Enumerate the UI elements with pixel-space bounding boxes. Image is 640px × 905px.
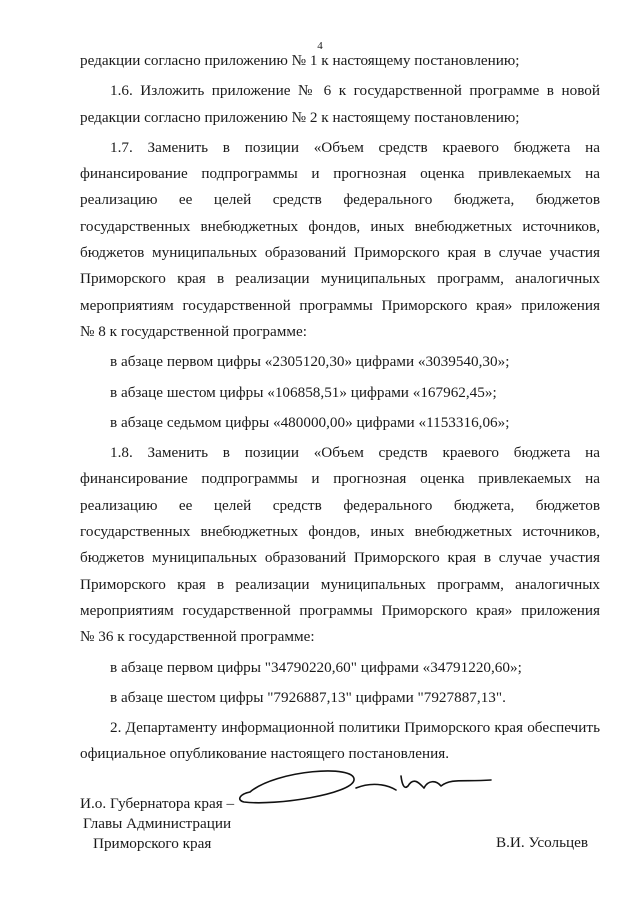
text-line: 2. Департаменту информационной политики Приморского края обеспечить xyxy=(110,719,600,737)
signatory-position-line: Главы Администрации xyxy=(83,815,232,832)
text-line: № 36 к государственной программе: xyxy=(80,628,315,646)
signatory-position-line: Приморского края xyxy=(93,835,212,852)
text-line: государственных внебюджетных фондов, иных внебюджетных источников, xyxy=(80,523,600,541)
text-line: мероприятиям государственной программы Приморского края» приложения xyxy=(80,296,600,314)
text-line: государственных внебюджетных фондов, иных внебюджетных источников, xyxy=(80,217,600,235)
text-line: в абзаце седьмом цифры «480000,00» цифрами «1153316,06»; xyxy=(110,413,510,431)
text-line: бюджетов муниципальных образований Приморского края в случае участия xyxy=(80,549,600,567)
paragraph xyxy=(80,135,600,345)
handwritten-signature xyxy=(236,762,506,812)
text-line: 1.7. Заменить в позиции «Объем средств краевого бюджета на xyxy=(110,138,600,156)
text-line: мероприятиям государственной программы Приморского края» приложения xyxy=(80,601,600,619)
text-line: 1.6. Изложить приложение № 6 к государственной программе в новой xyxy=(110,82,600,100)
paragraph xyxy=(80,685,600,711)
text-line: 1.8. Заменить в позиции «Объем средств краевого бюджета на xyxy=(110,444,600,462)
text-line: в абзаце шестом цифры "7926887,13" цифрами "7927887,13". xyxy=(110,688,506,706)
paragraph xyxy=(80,78,600,131)
text-line: Приморского края в реализации муниципальных программ, аналогичных xyxy=(80,270,600,288)
text-line: редакции согласно приложению № 2 к настоящему постановлению; xyxy=(80,108,520,126)
text-line: финансирование подпрограммы и прогнозная оценка привлекаемых на xyxy=(80,470,600,488)
paragraph xyxy=(80,48,600,74)
paragraph xyxy=(80,380,600,406)
text-line: официальное опубликование настоящего постановления. xyxy=(80,745,449,763)
paragraph xyxy=(80,655,600,681)
text-line: финансирование подпрограммы и прогнозная оценка привлекаемых на xyxy=(80,165,600,183)
signatory-position xyxy=(80,794,234,854)
paragraph xyxy=(80,715,600,768)
text-line: № 8 к государственной программе: xyxy=(80,322,307,340)
text-line: Приморского края в реализации муниципальных программ, аналогичных xyxy=(80,575,600,593)
text-line: редакции согласно приложению № 1 к настоящему постановлению; xyxy=(80,52,520,69)
paragraph xyxy=(80,349,600,375)
document-body xyxy=(80,48,600,768)
paragraph xyxy=(80,440,600,650)
text-line: бюджетов муниципальных образований Приморского края в случае участия xyxy=(80,244,600,262)
text-line: реализацию ее целей средств федерального бюджета, бюджетов xyxy=(80,496,600,514)
text-line: в абзаце первом цифры "34790220,60" цифрами «34791220,60»; xyxy=(110,658,522,676)
text-line: в абзаце шестом цифры «106858,51» цифрами «167962,45»; xyxy=(110,383,497,401)
paragraph xyxy=(80,410,600,436)
signatory-position-line: И.о. Губернатора края – xyxy=(80,795,235,812)
page-number: 4 xyxy=(317,40,323,52)
signatory-name: В.И. Усольцев xyxy=(496,834,589,851)
text-line: реализацию ее целей средств федерального бюджета, бюджетов xyxy=(80,191,600,209)
text-line: в абзаце первом цифры «2305120,30» цифрами «3039540,30»; xyxy=(110,353,510,371)
